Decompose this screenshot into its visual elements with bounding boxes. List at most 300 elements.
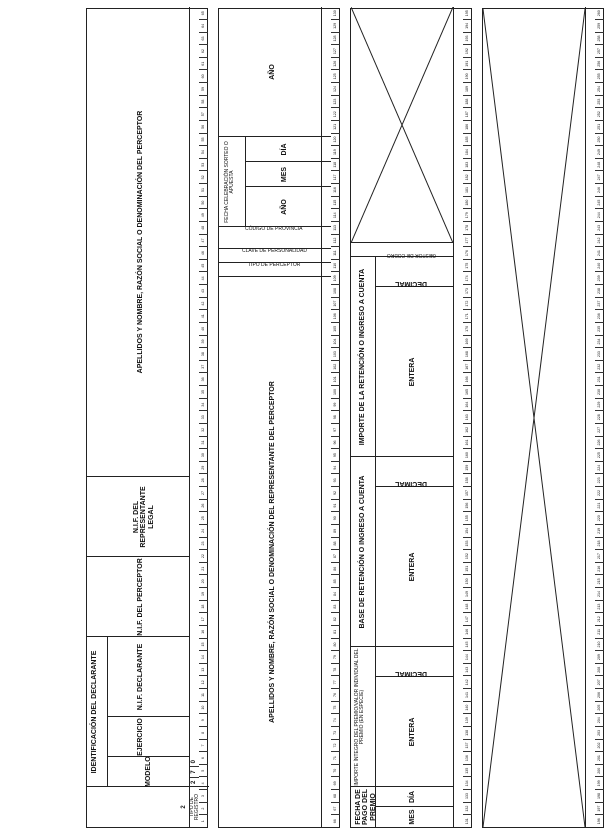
- position-numbers-3: [463, 7, 472, 827]
- position-number: 94: [331, 462, 340, 475]
- position-number: 143: [463, 664, 472, 677]
- position-number: 112: [331, 235, 340, 248]
- position-number: 213: [595, 601, 604, 614]
- position-number: 163: [463, 411, 472, 424]
- position-number: 67: [331, 803, 340, 816]
- position-number: 134: [463, 778, 472, 791]
- tipo-box: 2: [181, 805, 187, 809]
- position-number: 53: [199, 159, 208, 172]
- position-number: 204: [595, 714, 604, 727]
- position-number: 109: [331, 273, 340, 286]
- dia-label: DÍA: [281, 143, 288, 156]
- position-number: 25: [199, 512, 208, 525]
- position-number: 133: [463, 790, 472, 803]
- position-number: 137: [463, 740, 472, 753]
- position-number: 57: [199, 108, 208, 121]
- ejercicio-label: EJERCICIO: [137, 718, 144, 756]
- position-number: 87: [331, 550, 340, 563]
- position-number: 198: [595, 790, 604, 803]
- position-number: 19: [199, 588, 208, 601]
- position-number: 48: [199, 222, 208, 235]
- position-number: 115: [331, 197, 340, 210]
- position-number: 201: [595, 752, 604, 765]
- block-4: [482, 8, 604, 828]
- entera-2-label: ENTERA: [409, 552, 416, 582]
- position-number: 251: [595, 121, 604, 134]
- position-number: 51: [199, 184, 208, 197]
- position-number: 240: [595, 260, 604, 273]
- position-number: 117: [331, 172, 340, 185]
- position-number: 116: [331, 184, 340, 197]
- position-number: 62: [199, 45, 208, 58]
- position-number: 31: [199, 437, 208, 450]
- position-number: 40: [199, 323, 208, 336]
- position-number: 34: [199, 399, 208, 412]
- position-number: 5: [199, 765, 208, 778]
- dia-3-label: DÍA: [409, 790, 416, 804]
- position-number: 103: [331, 348, 340, 361]
- position-number: 259: [595, 20, 604, 33]
- apellidos-perceptor-label: APELLIDOS Y NOMBRE, RAZÓN SOCIAL O DENOMINACIÓN DEL PERCEPTOR: [137, 110, 144, 374]
- position-number: 52: [199, 172, 208, 185]
- position-number: 84: [331, 588, 340, 601]
- position-number: 226: [595, 437, 604, 450]
- position-number: 13: [199, 664, 208, 677]
- block-1: [86, 8, 208, 828]
- position-number: 58: [199, 96, 208, 109]
- entera-3-label: ENTERA: [409, 357, 416, 387]
- position-number: 191: [463, 58, 472, 71]
- position-number: 140: [463, 702, 472, 715]
- position-number: 54: [199, 146, 208, 159]
- position-number: 26: [199, 500, 208, 513]
- position-number: 80: [331, 639, 340, 652]
- tipo-perceptor-label: TIPO DE PERCEPTOR: [247, 262, 301, 268]
- position-number: 243: [595, 222, 604, 235]
- position-number: 212: [595, 613, 604, 626]
- position-number: 158: [463, 475, 472, 488]
- position-number: 216: [595, 563, 604, 576]
- nif-perceptor-label: N.I.F. DEL PERCEPTOR: [137, 558, 144, 636]
- mes-3-label: MES: [409, 809, 416, 825]
- position-number: 60: [199, 71, 208, 84]
- position-number: 99: [331, 399, 340, 412]
- position-number: 71: [331, 752, 340, 765]
- modelo-box: 7: [189, 767, 199, 777]
- position-number: 257: [595, 45, 604, 58]
- position-number: 59: [199, 83, 208, 96]
- position-number: 234: [595, 336, 604, 349]
- position-number: 79: [331, 651, 340, 664]
- position-number: 82: [331, 613, 340, 626]
- position-number: 6: [199, 752, 208, 765]
- position-number: 185: [463, 134, 472, 147]
- position-number: 184: [463, 146, 472, 159]
- position-number: 76: [331, 689, 340, 702]
- position-number: 85: [331, 576, 340, 589]
- position-number: 190: [463, 71, 472, 84]
- position-number: 46: [199, 247, 208, 260]
- position-number: 224: [595, 462, 604, 475]
- position-number: 106: [331, 310, 340, 323]
- position-number: 107: [331, 298, 340, 311]
- position-number: 95: [331, 449, 340, 462]
- position-number: 225: [595, 449, 604, 462]
- position-number: 172: [463, 298, 472, 311]
- position-number: 69: [331, 778, 340, 791]
- position-number: 179: [463, 209, 472, 222]
- position-number: 176: [463, 247, 472, 260]
- position-number: 49: [199, 209, 208, 222]
- position-number: 55: [199, 134, 208, 147]
- position-number: 37: [199, 361, 208, 374]
- position-number: 41: [199, 310, 208, 323]
- position-number: 92: [331, 487, 340, 500]
- position-number: 66: [333, 819, 337, 824]
- position-number: 63: [199, 33, 208, 46]
- position-number: 20: [199, 576, 208, 589]
- position-number: 64: [199, 20, 208, 33]
- position-number: 98: [331, 411, 340, 424]
- position-number: 144: [463, 651, 472, 664]
- position-number: 128: [331, 33, 340, 46]
- position-number: 152: [463, 550, 472, 563]
- position-number: 165: [463, 386, 472, 399]
- position-number: 88: [331, 538, 340, 551]
- entera-label: ENTERA: [409, 717, 416, 747]
- position-number: 121: [331, 121, 340, 134]
- position-number: 104: [331, 336, 340, 349]
- position-number: 153: [463, 538, 472, 551]
- position-number: 122: [331, 108, 340, 121]
- position-number: 238: [595, 285, 604, 298]
- position-number: 178: [463, 222, 472, 235]
- position-number: 78: [331, 664, 340, 677]
- position-number: 105: [331, 323, 340, 336]
- importe-integro-label: IMPORTE ÍNTEGRO DEL PREMIO/VALOR INDIVIDUAL DEL PREMIO (EN ESPECIE): [354, 648, 366, 786]
- position-number: 97: [331, 424, 340, 437]
- position-number: 120: [331, 134, 340, 147]
- position-number: 11: [199, 689, 208, 702]
- position-number: 157: [463, 487, 472, 500]
- position-number: 136: [463, 752, 472, 765]
- cross-out-3: [351, 7, 453, 243]
- position-number: 33: [199, 411, 208, 424]
- position-number: 47: [199, 235, 208, 248]
- position-number: 146: [463, 626, 472, 639]
- position-number: 35: [199, 386, 208, 399]
- position-number: 89: [331, 525, 340, 538]
- position-number: 17: [199, 613, 208, 626]
- decimal-2-label: DECIMAL: [395, 480, 427, 487]
- position-number: 32: [199, 424, 208, 437]
- position-number: 132: [463, 803, 472, 816]
- position-number: 129: [331, 20, 340, 33]
- position-number: 223: [595, 475, 604, 488]
- position-number: 56: [199, 121, 208, 134]
- base-retencion-label: BASE DE RETENCIÓN O INGRESO A CUENTA: [359, 475, 366, 629]
- position-number: 44: [199, 273, 208, 286]
- position-number: 196: [597, 818, 601, 825]
- position-number: 171: [463, 310, 472, 323]
- position-number: 12: [199, 677, 208, 690]
- position-number: 231: [595, 374, 604, 387]
- position-number: 159: [463, 462, 472, 475]
- decimal-3-label: DECIMAL: [395, 280, 427, 287]
- position-number: 145: [463, 639, 472, 652]
- position-number: 248: [595, 159, 604, 172]
- position-number: 255: [595, 71, 604, 84]
- nif-representante-label: N.I.F. DEL REPRESENTANTE LEGAL: [133, 486, 155, 548]
- mes-label: MES: [281, 166, 288, 183]
- position-number: 206: [595, 689, 604, 702]
- position-number: 170: [463, 323, 472, 336]
- ident-declarante-label: IDENTIFICACIÓN DEL DECLARANTE: [91, 650, 98, 774]
- form-rotated: [72, 8, 600, 828]
- position-number: 162: [463, 424, 472, 437]
- position-number: 10: [199, 702, 208, 715]
- position-number: 199: [595, 778, 604, 791]
- position-number: 160: [463, 449, 472, 462]
- position-number: 124: [331, 83, 340, 96]
- position-number: 102: [331, 361, 340, 374]
- position-number: 182: [463, 172, 472, 185]
- position-number: 246: [595, 184, 604, 197]
- position-number: 148: [463, 601, 472, 614]
- position-number: 155: [463, 512, 472, 525]
- position-number: 208: [595, 664, 604, 677]
- position-number: 229: [595, 399, 604, 412]
- position-number: 81: [331, 626, 340, 639]
- gestor-cobro-label: GESTOR DE COBRO: [386, 252, 436, 258]
- position-number: 211: [595, 626, 604, 639]
- position-number: 4: [199, 778, 208, 791]
- position-number: 151: [463, 563, 472, 576]
- position-number: 126: [331, 58, 340, 71]
- position-number: 50: [199, 197, 208, 210]
- position-number: 43: [199, 285, 208, 298]
- position-number: 65: [199, 7, 208, 20]
- position-number: 130: [331, 7, 340, 20]
- position-number: 75: [331, 702, 340, 715]
- position-number: 113: [331, 222, 340, 235]
- position-number: 209: [595, 651, 604, 664]
- position-number: 214: [595, 588, 604, 601]
- anio-2-label: AÑO: [269, 64, 276, 80]
- position-number: 233: [595, 348, 604, 361]
- position-number: 14: [199, 651, 208, 664]
- position-number: 142: [463, 677, 472, 690]
- anio-label: AÑO: [281, 199, 288, 215]
- position-number: 27: [199, 487, 208, 500]
- position-number: 232: [595, 361, 604, 374]
- position-number: 220: [595, 512, 604, 525]
- modelo-label: MODELO: [145, 756, 152, 787]
- position-number: 167: [463, 361, 472, 374]
- position-number: 210: [595, 639, 604, 652]
- decimal-label: DECIMAL: [395, 670, 427, 677]
- nif-declarante-label: N.I.F. DECLARANTE: [137, 643, 144, 711]
- position-number: 100: [331, 386, 340, 399]
- position-number: 183: [463, 159, 472, 172]
- position-number: 244: [595, 209, 604, 222]
- modelo-boxes: [189, 757, 199, 787]
- position-number: 175: [463, 260, 472, 273]
- position-number: 227: [595, 424, 604, 437]
- position-number: 90: [331, 512, 340, 525]
- position-number: 38: [199, 348, 208, 361]
- position-number: 260: [595, 7, 604, 20]
- importe-retencion-label: IMPORTE DE LA RETENCIÓN O INGRESO A CUENTA: [359, 268, 366, 446]
- position-number: 45: [199, 260, 208, 273]
- position-number: 42: [199, 298, 208, 311]
- position-number: 119: [331, 146, 340, 159]
- clave-personalidad-label: CLAVE DE PERSONALIDAD: [241, 248, 307, 254]
- position-number: 96: [331, 437, 340, 450]
- position-number: 127: [331, 45, 340, 58]
- position-number: 30: [199, 449, 208, 462]
- tipo-registro-label: TIPO DE REGISTRO: [189, 793, 201, 821]
- position-number: 9: [199, 714, 208, 727]
- position-number: 193: [463, 33, 472, 46]
- position-number: 150: [463, 576, 472, 589]
- modelo-box: 2: [191, 780, 197, 785]
- position-number: 207: [595, 677, 604, 690]
- position-number: 189: [463, 83, 472, 96]
- position-number: 154: [463, 525, 472, 538]
- position-number: 221: [595, 500, 604, 513]
- position-number: 169: [463, 336, 472, 349]
- position-number: 3: [199, 790, 208, 803]
- position-number: 166: [463, 374, 472, 387]
- position-number: 219: [595, 525, 604, 538]
- position-numbers-4: [595, 7, 604, 827]
- position-number: 139: [463, 714, 472, 727]
- position-number: 118: [331, 159, 340, 172]
- position-number: 242: [595, 235, 604, 248]
- fecha-celebracion-label: FECHA CELEBRACIÓN SORTEO O APUESTA: [224, 141, 236, 223]
- tipo-box-row: [179, 787, 189, 827]
- block-2: [218, 8, 340, 828]
- apellidos-representante-label: APELLIDOS Y NOMBRE, RAZÓN SOCIAL O DENOMINACIÓN DEL REPRESENTANTE DEL PERCEPTOR: [269, 381, 276, 723]
- position-number: 197: [595, 803, 604, 816]
- position-number: 83: [331, 601, 340, 614]
- position-number: 131: [465, 818, 469, 825]
- position-number: 149: [463, 588, 472, 601]
- position-number: 187: [463, 108, 472, 121]
- position-number: 72: [331, 740, 340, 753]
- position-number: 217: [595, 550, 604, 563]
- position-number: 200: [595, 765, 604, 778]
- position-number: 245: [595, 197, 604, 210]
- position-number: 141: [463, 689, 472, 702]
- position-number: 253: [595, 96, 604, 109]
- position-number: 24: [199, 525, 208, 538]
- position-number: 108: [331, 285, 340, 298]
- position-number: 195: [463, 7, 472, 20]
- position-number: 7: [199, 740, 208, 753]
- position-number: 188: [463, 96, 472, 109]
- position-number: 250: [595, 134, 604, 147]
- position-number: 218: [595, 538, 604, 551]
- position-number: 164: [463, 399, 472, 412]
- position-number: 74: [331, 714, 340, 727]
- fecha-pago-label: FECHA DE PAGO DEL PREMIO: [355, 788, 377, 826]
- position-number: 192: [463, 45, 472, 58]
- modelo-box: 0: [189, 757, 199, 767]
- position-number: 230: [595, 386, 604, 399]
- position-number: 29: [199, 462, 208, 475]
- position-number: 252: [595, 108, 604, 121]
- position-number: 114: [331, 209, 340, 222]
- position-number: 168: [463, 348, 472, 361]
- position-number: 61: [199, 58, 208, 71]
- position-number: 256: [595, 58, 604, 71]
- position-number: 111: [331, 247, 340, 260]
- position-number: 135: [463, 765, 472, 778]
- position-number: 101: [331, 374, 340, 387]
- position-number: 138: [463, 727, 472, 740]
- position-number: 202: [595, 740, 604, 753]
- position-number: 181: [463, 184, 472, 197]
- position-number: 156: [463, 500, 472, 513]
- position-number: 236: [595, 310, 604, 323]
- position-number: 21: [199, 563, 208, 576]
- codigo-provincia-label: CÓDIGO DE PROVINCIA: [245, 226, 303, 232]
- position-number: 147: [463, 613, 472, 626]
- position-number: 39: [199, 336, 208, 349]
- position-number: 186: [463, 121, 472, 134]
- block-3: [350, 8, 472, 828]
- position-number: 258: [595, 33, 604, 46]
- position-number: 93: [331, 475, 340, 488]
- position-number: 77: [331, 677, 340, 690]
- position-number: 68: [331, 790, 340, 803]
- position-number: 194: [463, 20, 472, 33]
- position-number: 203: [595, 727, 604, 740]
- position-number: 86: [331, 563, 340, 576]
- position-number: 28: [199, 475, 208, 488]
- position-number: 174: [463, 273, 472, 286]
- position-number: 205: [595, 702, 604, 715]
- position-number: 70: [331, 765, 340, 778]
- position-number: 23: [199, 538, 208, 551]
- position-number: 91: [331, 500, 340, 513]
- position-number: 215: [595, 576, 604, 589]
- position-number: 18: [199, 601, 208, 614]
- position-number: 123: [331, 96, 340, 109]
- position-number: 161: [463, 437, 472, 450]
- position-number: 173: [463, 285, 472, 298]
- position-number: 241: [595, 247, 604, 260]
- position-number: 15: [199, 639, 208, 652]
- position-number: 125: [331, 71, 340, 84]
- position-number: 239: [595, 273, 604, 286]
- position-number: 36: [199, 374, 208, 387]
- position-number: 2: [199, 803, 208, 816]
- position-number: 177: [463, 235, 472, 248]
- position-number: 8: [199, 727, 208, 740]
- position-numbers-2: [331, 7, 340, 827]
- position-number: 16: [199, 626, 208, 639]
- position-number: 110: [331, 260, 340, 273]
- cross-out-4: [483, 9, 585, 827]
- position-numbers-1: [199, 7, 208, 827]
- position-number: 228: [595, 411, 604, 424]
- position-number: 254: [595, 83, 604, 96]
- position-number: 222: [595, 487, 604, 500]
- position-number: 22: [199, 550, 208, 563]
